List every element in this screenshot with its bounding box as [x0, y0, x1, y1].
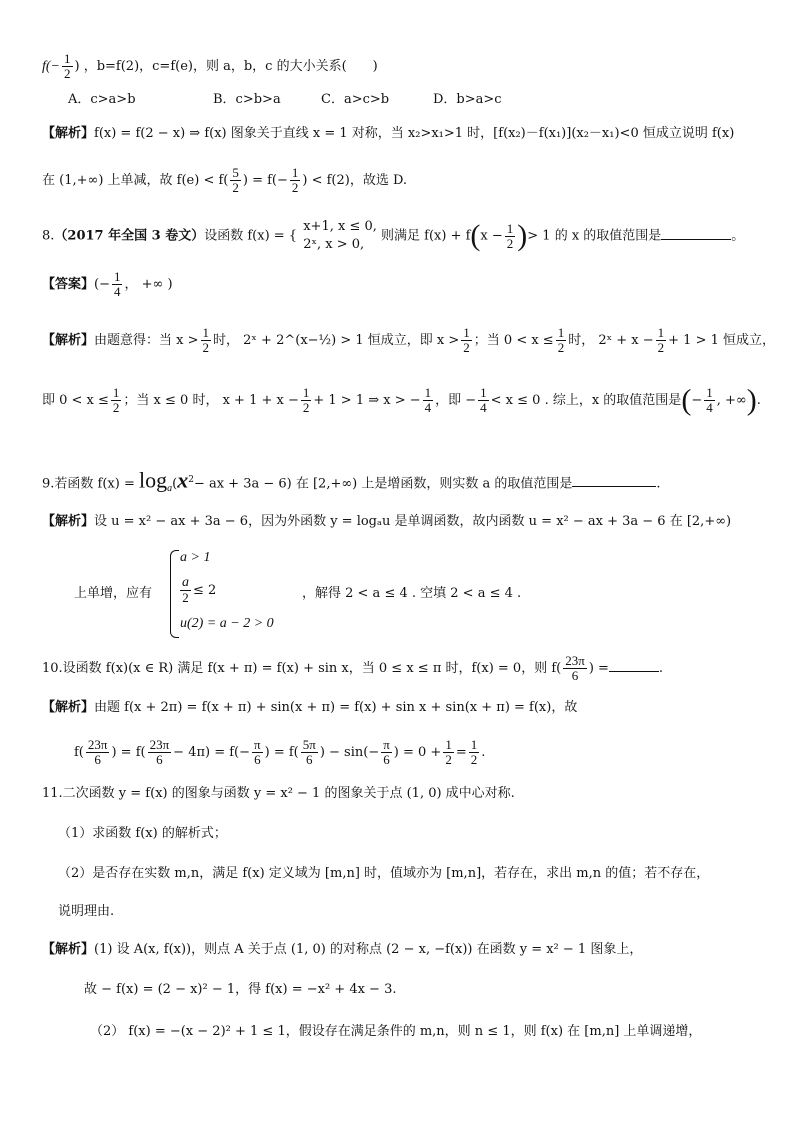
q7-analysis-text-2a: 在 (1,+∞) 上单减，故 f(e) < f(: [42, 173, 229, 188]
answer-blank: [661, 239, 731, 240]
fraction: $\frac{1}{2}$: [64, 51, 71, 81]
q10-analysis-line-1: [42, 698, 754, 718]
q8-a2-g: , +∞: [716, 393, 747, 408]
q9-stem-c: − ax + 3a − 6) 在 [2,+∞) 上是增函数，则实数 a 的取值范围是: [193, 476, 573, 492]
q8-a2-b: ；当 x ≤ 0 时， x + 1 + x −: [123, 393, 299, 408]
q7-stem: [42, 52, 754, 81]
fraction: $\frac{1}{2}$: [302, 385, 310, 415]
fraction: [443, 738, 454, 767]
q9-a2-b: ，解得 2 < a ≤ 4 . 空填 2 < a ≤ 4 .: [302, 586, 522, 601]
fraction: [563, 654, 587, 683]
numerator: π: [254, 737, 261, 752]
q7-analysis-line-1: [42, 124, 754, 144]
condition-1: a > 1: [180, 550, 211, 565]
fraction: [252, 738, 263, 767]
denominator: 2: [182, 590, 189, 605]
q11-a1: (1) 设 A(x, f(x))，则点 A 关于点 (1, 0) 的对称点 (2 − x, −f(x)) 在函数 y = x² − 1 图象上，: [94, 942, 643, 957]
q10-a2-d: ) = f(: [264, 745, 299, 760]
q7-analysis-line-2: [42, 166, 754, 195]
q10-a2-c: − 4π) = f(−: [173, 745, 251, 760]
q8-a1-b: 时， 2ˣ + 2^(x−½) > 1 恒成立，即 x >: [213, 333, 460, 348]
q8-a1-c: ；当 0 < x ≤: [473, 333, 554, 348]
denominator: 6: [254, 752, 261, 767]
q9-a2-a: 上单增，应有: [74, 586, 153, 601]
fraction: [86, 738, 110, 767]
fraction: [469, 738, 480, 767]
numerator: 23π: [87, 737, 108, 752]
q8-stem-end: 。: [731, 228, 745, 244]
denominator: 2: [445, 752, 452, 767]
log-symbol: log: [139, 467, 168, 493]
answer-blank: [572, 486, 656, 487]
q7-analysis-text-2c: ) < f(2)，故选 D.: [302, 173, 408, 188]
q9-a1: 设 u = x² − ax + 3a − 6，因为外函数 y = logₐu 是单调函数，故内函数 u = x² − ax + 3a − 6 在 [2,+∞): [94, 514, 732, 529]
q8-a2-c: + 1 > 1 ⇒ x > −: [313, 393, 421, 408]
q10-stem-end: .: [658, 661, 664, 676]
q9-analysis-line-2: [74, 550, 754, 638]
q11-part-2: （2）是否存在实数 m,n，满足 f(x) 定义域为 [m,n] 时，值域亦为 [m,n]，若存在，求出 m,n 的值；若不存在，: [58, 866, 710, 881]
q7-options: [68, 90, 754, 110]
q10-stem-a: 10.设函数 f(x)(x ∈ R) 满足 f(x + π) = f(x) + sin x，当 0 ≤ x ≤ π 时，f(x) = 0，则 f(: [42, 661, 562, 676]
q11-part-2-cont: 说明理由.: [58, 904, 115, 919]
q8-stem: 8.（2017 年全国 3 卷文）设函数 f(x) = { x+1, x ≤ 0, 2ˣ, x > 0, 则满足 f(x) + f(x − $\frac{1}{2}$ )> 1 的 x 的取值范围是 。: [42, 219, 745, 252]
denominator: 6: [156, 752, 163, 767]
q8-answer-a: (−: [94, 277, 110, 292]
q7-stem-suffix: ) ，b=f(2)，c=f(e)，则 a，b，c 的大小关系( ): [74, 59, 378, 74]
q9-var-x: x: [177, 467, 189, 493]
q10-a2-e: ) − sin(−: [319, 745, 380, 760]
fraction: [381, 738, 392, 767]
fraction: $\frac{1}{2}$: [657, 325, 665, 355]
fraction: $\frac{1}{2}$: [291, 165, 299, 195]
numerator: 23π: [565, 653, 585, 668]
answer-label: 【答案】: [42, 277, 95, 292]
q8-a2-end: .: [756, 393, 761, 408]
fraction: $\frac{1}{2}$: [463, 325, 470, 355]
q8-a1-d: 时， 2ˣ + x −: [568, 333, 654, 348]
numerator: 5π: [302, 737, 316, 752]
case-2: 2ˣ, x > 0,: [303, 237, 365, 252]
q11-analysis-line-3: （2） f(x) = −(x − 2)² + 1 ≤ 1，假设存在满足条件的 m,n，则 n ≤ 1，则 f(x) 在 [m,n] 上单调递增，: [90, 1024, 702, 1039]
q7-analysis-text-2b: ) = f(−: [242, 173, 288, 188]
denominator: 6: [94, 752, 101, 767]
question-source: （2017 年全国 3 卷文）: [54, 228, 205, 244]
fraction: $\frac{1}{2}$: [557, 325, 565, 355]
fraction: [148, 738, 172, 767]
denominator: 6: [571, 668, 579, 683]
q9-stem-a: 若函数 f(x) =: [54, 476, 135, 492]
q8-a2-d: ，即 −: [435, 393, 477, 408]
analysis-label: 【解析】: [42, 514, 95, 529]
q8-analysis-line-2: 即 0 < x ≤ $\frac{1}{2}$ ；当 x ≤ 0 时， x + 1 + x − $\frac{1}{2}$ + 1 > 1 ⇒ x > − $\frac{1}{4}$ ，即 − $\frac{1}{4}$ < x ≤ 0 . 综上，x 的取值范围是(− $\frac{1}{4}$ , +∞).: [42, 383, 761, 417]
fraction: $\frac{1}{4}$: [706, 385, 713, 415]
condition-3: u(2) = a − 2 > 0: [180, 616, 274, 631]
q10-a2-end: .: [481, 745, 486, 760]
q9-analysis-line-1: [42, 512, 754, 532]
piecewise-cases: [303, 218, 377, 254]
fraction: $\frac{1}{2}$: [506, 220, 514, 251]
q11-analysis-line-1: [42, 940, 754, 960]
condition-2-rest: ≤ 2: [193, 583, 217, 598]
option-a: A．c>a>b: [68, 92, 136, 107]
q9-stem-end: .: [656, 476, 661, 492]
analysis-label: 【解析】: [42, 942, 95, 957]
fraction: $\frac{1}{2}$: [112, 385, 120, 415]
analysis-label: 【解析】: [42, 700, 95, 715]
q8-stem-a: 设函数 f(x) = {: [204, 228, 298, 244]
fraction: $\frac{1}{2}$: [202, 325, 210, 355]
log-base: a: [167, 482, 173, 494]
q10-a2-b: ) = f(: [111, 745, 146, 760]
q8-answer: [42, 270, 754, 299]
fraction: [301, 738, 318, 767]
fraction: [180, 576, 191, 605]
denominator: 6: [383, 752, 390, 767]
q8-stem-c: x −: [480, 228, 503, 244]
option-d: D．b>a>c: [433, 92, 502, 107]
q8-a2-f: −: [691, 393, 703, 408]
q8-a2-e: < x ≤ 0 . 综上，x 的取值范围是: [490, 393, 682, 408]
q10-a2-f: ) = 0 +: [393, 745, 442, 760]
fraction: $\frac{1}{4}$: [424, 385, 432, 415]
denominator: 2: [470, 752, 478, 767]
q8-answer-b: ， +∞ ): [124, 277, 173, 292]
numerator: π: [383, 737, 390, 752]
q10-stem: [42, 654, 754, 683]
q8-analysis-line-1: [42, 325, 775, 355]
condition-2: [178, 576, 216, 605]
q10-a2-a: f(: [74, 745, 84, 760]
exponent: 2: [188, 475, 194, 485]
q11-stem: 11.二次函数 y = f(x) 的图象与函数 y = x² − 1 的图象关于点 (1, 0) 成中心对称.: [42, 786, 515, 801]
question-number: 9.: [42, 476, 55, 492]
option-c: C．a>c>b: [321, 92, 390, 107]
answer-blank: [609, 671, 659, 672]
q9-stem: [42, 466, 754, 503]
fraction: $\frac{1}{4}$: [480, 385, 487, 415]
numerator: 1: [470, 737, 478, 752]
q10-a1: 由题 f(x + 2π) = f(x + π) + sin(x + π) = f(x) + sin x + sin(x + π) = f(x)，故: [94, 700, 578, 715]
q8-a1-e: + 1 > 1 恒成立，: [668, 333, 775, 348]
q7-analysis-text-1: f(x) = f(2 − x) ⇒ f(x) 图象关于直线 x = 1 对称，当 x₂>x₁>1 时，[f(x₂)－f(x₁)](x₂－x₁)<0 恒成立说明 f(x): [94, 126, 735, 141]
q8-stem-b: 则满足 f(x) + f: [381, 228, 471, 244]
q8-a1-a: 由题意得：当 x >: [94, 333, 199, 348]
q8-stem-d: > 1 的 x 的取值范围是: [527, 228, 662, 244]
case-1: x+1, x ≤ 0,: [303, 219, 377, 234]
q8-a2-a: 即 0 < x ≤: [42, 393, 109, 408]
q11-part-1: （1）求函数 f(x) 的解析式；: [58, 826, 227, 841]
denominator: 6: [306, 752, 313, 767]
q10-analysis-line-2: [74, 738, 754, 767]
q9-stem-b: (: [172, 476, 178, 492]
q10-a2-g: =: [455, 745, 467, 760]
fraction: $\frac{1}{4}$: [113, 269, 121, 299]
analysis-label: 【解析】: [42, 333, 95, 348]
option-b: B．c>b>a: [213, 92, 281, 107]
numerator: 1: [445, 737, 452, 752]
q11-analysis-line-2: 故 − f(x) = (2 − x)² − 1，得 f(x) = −x² + 4x − 3.: [84, 982, 397, 997]
numerator: a: [182, 575, 189, 590]
q7-stem-prefix: f(−: [42, 59, 60, 74]
fraction: $\frac{5}{2}$: [232, 165, 239, 195]
q10-stem-b: ) =: [588, 661, 609, 676]
numerator: 23π: [149, 737, 170, 752]
analysis-label: 【解析】: [42, 126, 95, 141]
question-number: 8.: [42, 228, 55, 244]
